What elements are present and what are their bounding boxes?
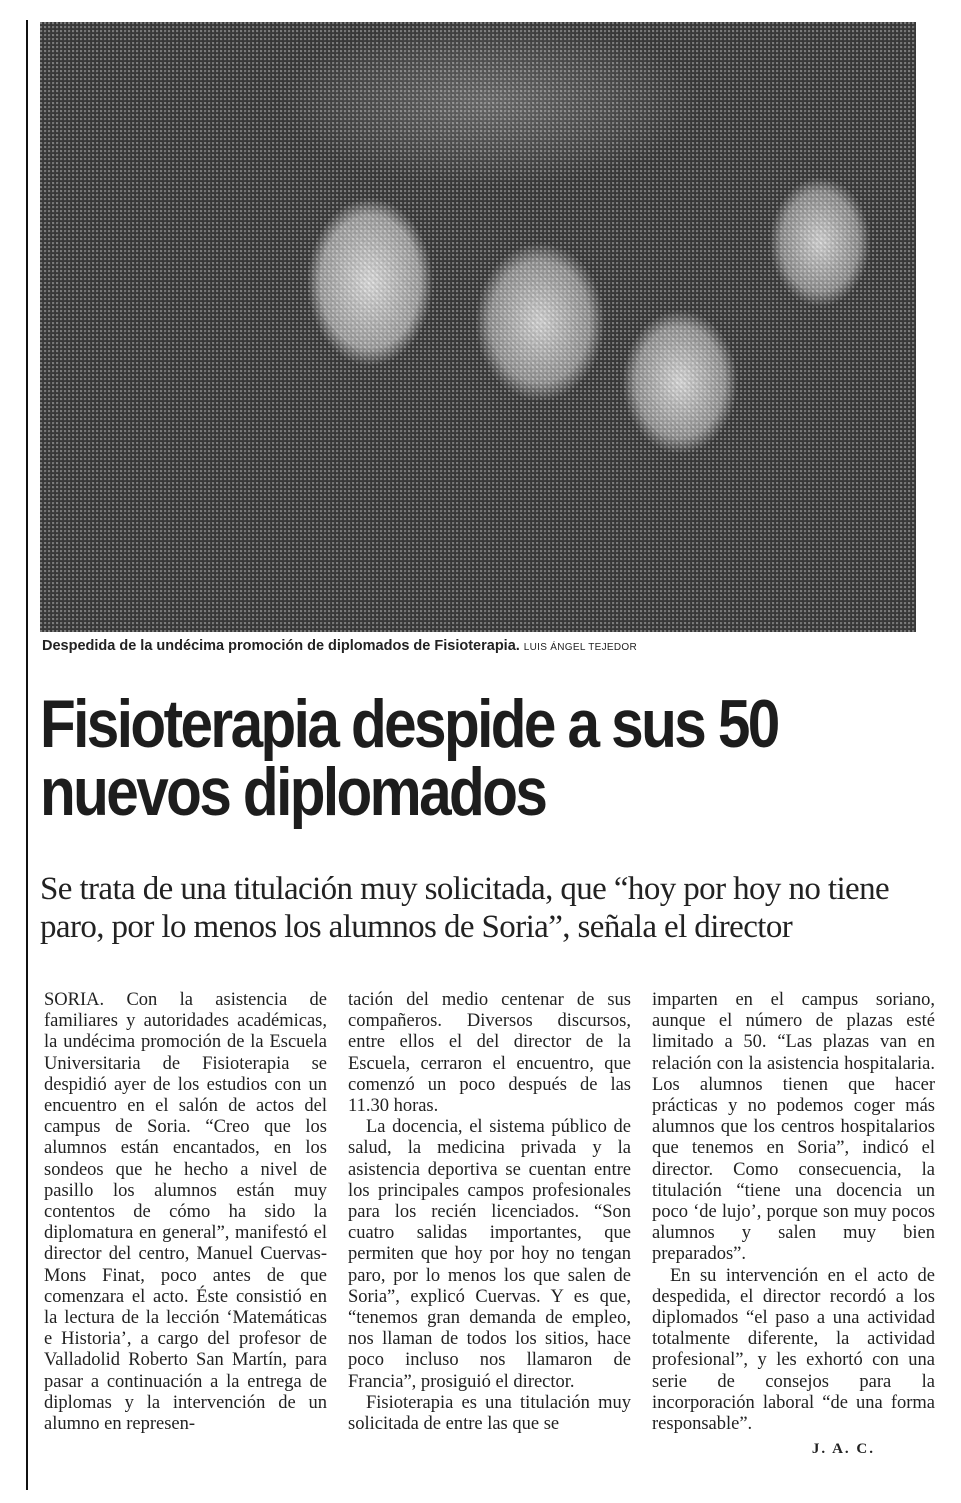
paragraph: La docencia, el sistema público de salud, la medicina privada y la asistencia deportiva se cuentan entre los principales campos profesionales para los recién licenciados. “Son cuatro salidas importantes, que permiten que hoy por hoy no tengan paro, por lo menos los que salen de Soria”, explicó Cuervas. Y es que, “tenemos gran demanda de empleo, nos llaman de todos los sitios, hace poco incluso nos llamaron de Francia”, prosiguió el director.	[348, 1117, 631, 1392]
caption-text: Despedida de la undécima promoción de diplomados de Fisioterapia.	[42, 638, 520, 654]
paragraph: imparten en el campus soriano, aunque el número de plazas esté limitado a 50. “Las plazas van en relación con la asistencia hospitalaria. Los alumnos tienen que hacer prácticas y no podemos coger más alumnos que los centros hospitalarios que tenemos en Soria”, indicó el director. Como consecuencia, la titulación “tiene una docencia un poco ‘de lujo’, porque son muy pocos alumnos y salen muy bien preparados”.	[652, 990, 935, 1265]
author-signature: J. A. C.	[811, 1441, 875, 1458]
photo-caption	[42, 638, 922, 654]
news-photo	[40, 22, 916, 632]
article-column-2	[348, 990, 631, 1435]
article-column-1	[44, 990, 327, 1435]
headline: Fisioterapia despide a sus 50 nuevos diplomados	[40, 686, 778, 830]
column-rule	[26, 20, 28, 1490]
subheadline: Se trata de una titulación muy solicitada, que “hoy por hoy no tiene paro, por lo menos los alumnos de Soria”, señala el director	[40, 871, 890, 945]
paragraph: En su intervención en el acto de despedida, el director recordó a los diplomados “el paso a una actividad totalmente diferente, la actividad profesional”, y les exhortó con una serie de consejos para la incorporación laboral “de una forma responsable”.	[652, 1265, 935, 1435]
paragraph: SORIA. Con la asistencia de familiares y autoridades académicas, la undécima promoción de la Escuela Universitaria de Fisioterapia se despidió ayer de los estudios con un encuentro en el salón de actos del campus de Soria. “Creo que los alumnos están encantados, en los sondeos que he hecho a nivel de pasillo los alumnos están muy contentos de cómo ha sido la diplomatura en general”, manifestó el director del centro, Manuel Cuervas-Mons Finat, poco antes de que comenzara el acto. Éste consistió en la lectura de la lección ‘Matemáticas e Historia’, a cargo del profesor de Valladolid Roberto San Martín, para pasar a continuación a la entrega de diplomas y la intervención de un alumno en represen-	[44, 990, 327, 1435]
paragraph: tación del medio centenar de sus compañeros. Diversos discursos, entre ellos el del director de la Escuela, cerraron el encuentro, que comenzó un poco después de las 11.30 horas.	[348, 990, 631, 1117]
article-column-3	[652, 990, 935, 1460]
photo-credit: LUIS ÁNGEL TEJEDOR	[523, 642, 638, 653]
paragraph: Fisioterapia es una titulación muy solicitada de entre las que se	[348, 1392, 631, 1435]
